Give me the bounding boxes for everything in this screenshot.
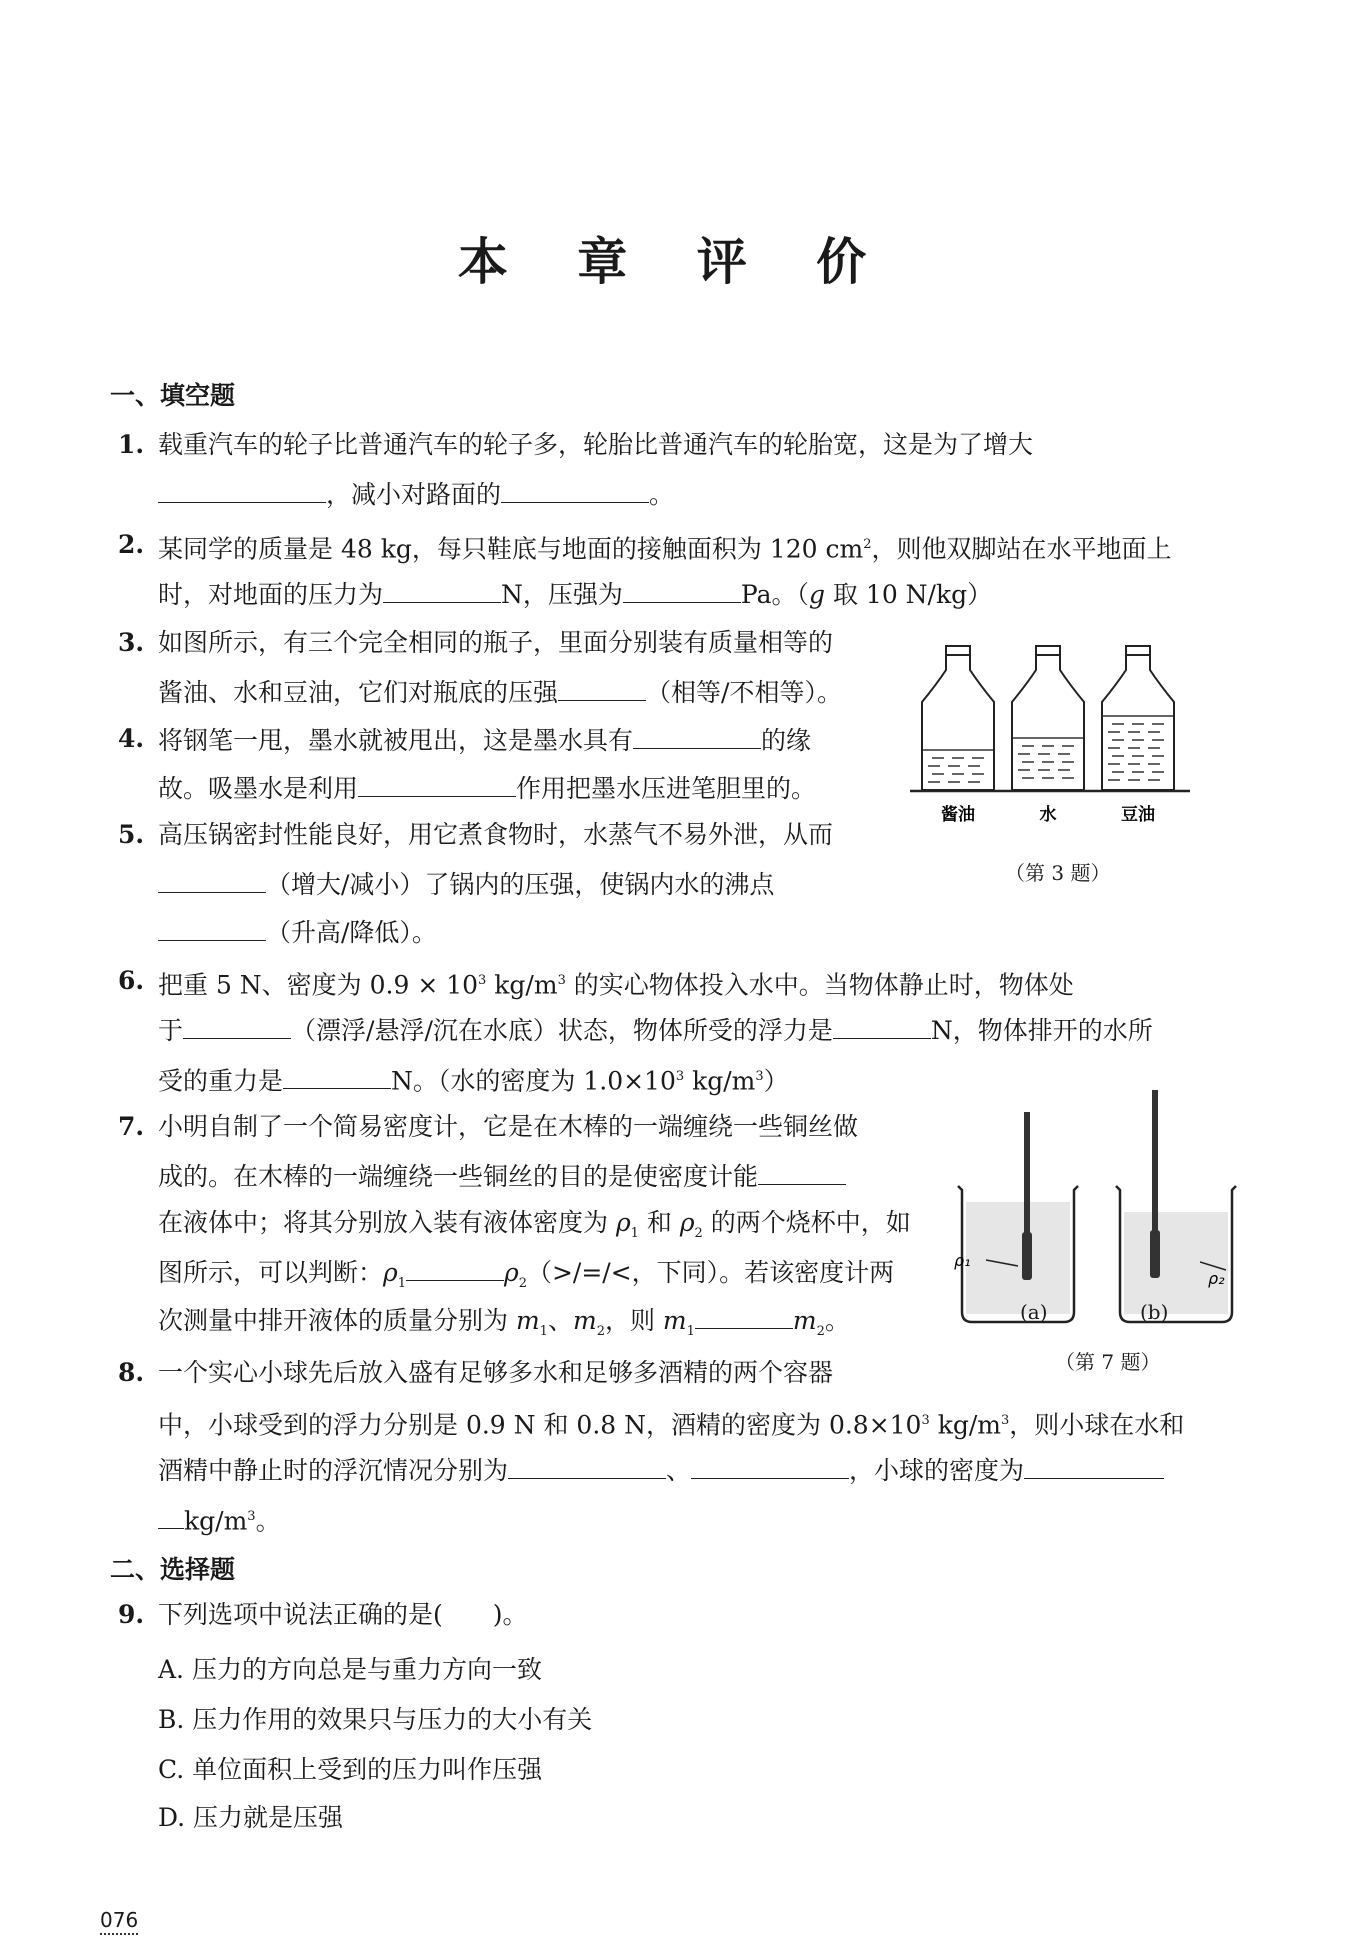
question-6-line-1: 把重 5 N、密度为 $0.9 \times 10^3$ $kg/m^3$ 的实心物体投入水中。当物体静止时，物体处 [158,970,1074,1000]
question-number: 2. [118,530,145,559]
rho2-label: ρ₂ [1208,1269,1225,1288]
figure-3-caption: （第 3 题） [1005,861,1111,885]
answer-blank[interactable] [183,1014,291,1039]
label-water: 水 [1039,805,1057,825]
question-1-line-2: ，减小对路面的 。 [158,478,674,510]
question-8-line-1: 一个实心小球先后放入盛有足够多水和足够多酒精的两个容器 [158,1358,834,1387]
question-5-line-1: 高压锅密封性能良好，用它煮食物时，水蒸气不易外泄，从而 [158,820,834,849]
answer-blank[interactable] [695,1304,793,1329]
rho1-label: ρ₁ [954,1251,971,1270]
question-5-line-3: （升高/降低）。 [158,916,437,948]
question-5-line-2: （增大/减小）了锅内的压强，使锅内水的沸点 [158,868,774,900]
answer-blank[interactable] [158,478,326,503]
question-4-line-2: 故。吸墨水是利用 作用把墨水压进笔胆里的。 [158,774,817,803]
figure-7-caption: （第 7 题） [1055,1350,1161,1374]
answer-blank[interactable] [501,478,649,503]
answer-blank[interactable] [623,578,741,603]
answer-blank[interactable] [1024,1454,1164,1479]
figure-7-label-b: (b) [1140,1300,1169,1324]
question-number: 6. [118,966,145,995]
label-soy-sauce: 酱油 [941,805,975,825]
question-8-line-2: 中，小球受到的浮力分别是 0.9 N 和 0.8 N，酒精的密度为 $0.8\times 10^3$ $kg/m^3$，则小球在水和 [158,1410,1185,1440]
copper-wire-a [1022,1232,1032,1280]
answer-blank[interactable] [158,916,266,941]
question-6-line-3: 受的重力是 N。（水的密度为 $1.0\times 10^3$ $kg/m^3$） [158,1066,789,1096]
question-7-line-5: 次测量中排开液体的质量分别为 $m_1$、$m_2$，则 $m_1$ $m_2$。 [158,1306,850,1339]
question-2-line-2: 时，对地面的压力为 N，压强为 Pa。（g 取 10 N/kg） [158,580,993,609]
bottle-water [1012,646,1084,790]
question-number: 7. [118,1112,145,1141]
answer-blank[interactable] [508,1454,666,1479]
question-7-line-3: 在液体中；将其分别放入装有液体密度为 $\rho_1$ 和 $\rho_2$ 的两个烧杯中，如 [158,1208,911,1241]
question-number: 9. [118,1600,145,1629]
answer-blank[interactable] [691,1454,849,1479]
option-c[interactable]: C. 单位面积上受到的压力叫作压强 [158,1755,543,1784]
question-4-line-1: 将钢笔一甩，墨水就被甩出，这是墨水具有 的缘 [158,726,812,755]
option-d[interactable]: D. 压力就是压强 [158,1803,344,1832]
option-a[interactable]: A. 压力的方向总是与重力方向一致 [158,1655,542,1684]
question-7-line-2: 成的。在木棒的一端缠绕一些铜丝的目的是使密度计能 [158,1160,846,1192]
section-title-fill-blank: 一、填空题 [110,381,236,410]
section-title-multiple-choice: 二、选择题 [110,1555,236,1584]
liquid-rho1 [966,1202,1070,1314]
question-7-line-1: 小明自制了一个简易密度计，它是在木棒的一端缠绕一些铜丝做 [158,1112,859,1141]
answer-blank[interactable] [833,1014,931,1039]
question-number: 1. [118,430,145,459]
answer-blank[interactable] [633,724,761,749]
question-number: 5. [118,820,145,849]
question-6-line-2: 于 （漂浮/悬浮/沉在水底）状态，物体所受的浮力是 N，物体排开的水所 [158,1016,1153,1045]
answer-blank[interactable] [383,578,501,603]
question-8-line-4: $kg/m^3$。 [158,1502,281,1536]
page-title: 本 章 评 价 [457,233,893,291]
copper-wire-b [1150,1230,1160,1278]
figure-7-label-a: (a) [1020,1300,1048,1324]
question-3-line-1: 如图所示，有三个完全相同的瓶子，里面分别装有质量相等的 [158,628,834,657]
question-number: 4. [118,724,145,753]
answer-blank[interactable] [406,1256,504,1281]
label-soybean-oil: 豆油 [1121,805,1155,825]
answer-blank[interactable] [158,868,266,893]
figure-7-densimeter [948,1090,1238,1330]
page-number: 076 [100,1908,138,1935]
bottle-soybean-oil [1102,646,1174,790]
question-3-line-2: 酱油、水和豆油，它们对瓶底的压强 （相等/不相等）。 [158,678,842,707]
figure-3-bottles [910,640,1200,830]
question-number: 3. [118,628,145,657]
question-1-line-1: 载重汽车的轮子比普通汽车的轮子多，轮胎比普通汽车的轮胎宽，这是为了增大 [158,430,1034,459]
answer-blank[interactable] [283,1064,391,1089]
answer-blank[interactable] [758,1160,846,1185]
question-7-line-4: 图所示，可以判断：$\rho_1$ $\rho_2(>/=/<$，下同）。若该密度计两 [158,1258,895,1291]
question-8-line-3: 酒精中静止时的浮沉情况分别为 、 ，小球的密度为 [158,1454,1164,1486]
question-number: 8. [118,1358,145,1387]
answer-blank[interactable] [158,1504,184,1529]
rho2-marker [1200,1250,1250,1290]
answer-blank[interactable] [358,772,516,797]
option-b[interactable]: B. 压力作用的效果只与压力的大小有关 [158,1705,593,1734]
question-9-stem: 下列选项中说法正确的是( )。 [158,1600,528,1629]
answer-blank[interactable] [558,676,646,701]
question-2-line-1: 某同学的质量是 48 kg，每只鞋底与地面的接触面积为 120 $cm^2$，则他双脚站在水平地面上 [158,534,1172,564]
